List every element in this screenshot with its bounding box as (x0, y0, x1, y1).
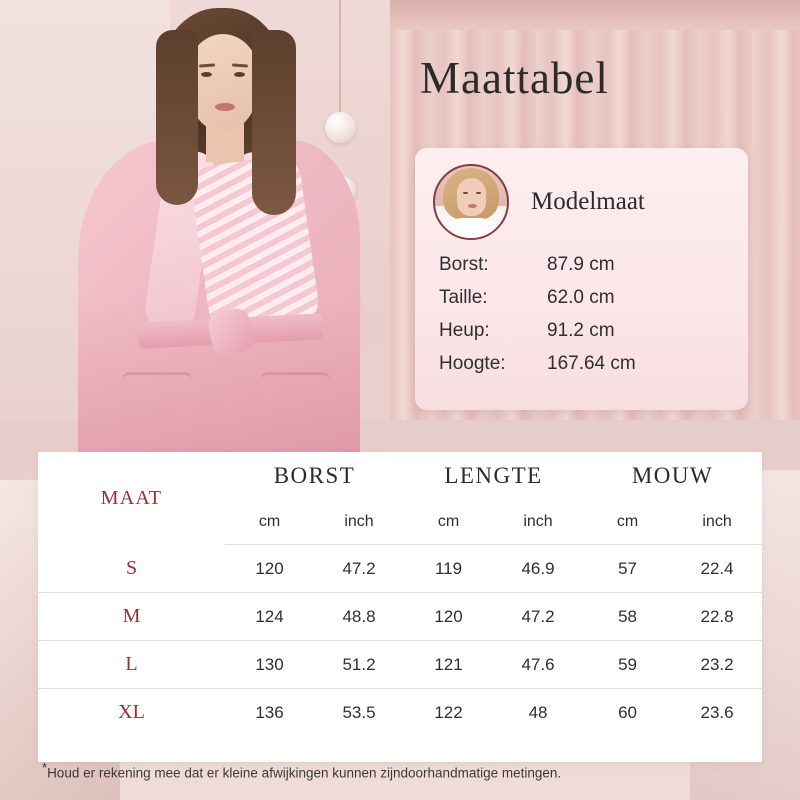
avatar-face (457, 178, 486, 216)
size-column-header: MAAT (100, 486, 163, 509)
table-cell: 130 (225, 641, 314, 689)
robe-pocket (122, 372, 192, 415)
unit-header-cm: cm (404, 500, 493, 545)
table-cell: 47.6 (493, 641, 583, 689)
unit-header-cm: cm (583, 500, 672, 545)
model-hair-strand (156, 30, 198, 205)
measurement-label: Borst: (439, 254, 489, 275)
size-label: L (38, 641, 225, 689)
table-cell: 122 (434, 702, 463, 722)
model-measurement-list (439, 254, 726, 386)
table-cell: 22.4 (672, 545, 762, 593)
table-row (38, 641, 762, 689)
measurement-row (439, 320, 726, 353)
table-cell: 47.2 (314, 545, 404, 593)
model-eye (234, 72, 245, 77)
table-cell: 58 (583, 593, 672, 641)
model-card-title: Modelmaat (531, 188, 645, 215)
table-cell: 136 (255, 702, 284, 722)
measurement-label: Taille: (439, 287, 488, 308)
size-label: M (38, 593, 225, 641)
table-cell: 47.2 (493, 593, 583, 641)
table-cell: 57 (583, 545, 672, 593)
model-lips (215, 103, 235, 111)
table-cell: 53.5 (342, 702, 376, 722)
measurement-label: Heup: (439, 320, 490, 341)
model-card-header (415, 148, 748, 240)
table-cell: 48 (528, 702, 548, 722)
size-table (38, 452, 762, 737)
table-cell: 48.8 (314, 593, 404, 641)
measurement-value: 91.2 cm (547, 320, 615, 341)
unit-header-inch: inch (672, 500, 762, 545)
curtain-rod (390, 0, 800, 30)
table-cell: 23.2 (672, 641, 762, 689)
footnote (42, 760, 762, 781)
robe-pocket (260, 372, 330, 415)
avatar-shoulders (441, 218, 501, 240)
table-row (38, 545, 762, 593)
table-cell: 119 (404, 545, 493, 593)
group-header-borst: BORST (273, 463, 356, 488)
table-cell: 59 (583, 641, 672, 689)
footnote-text: Houd er rekening mee dat er kleine afwijkingen kunnen zijndoorhandmatige metingen. (47, 765, 562, 781)
measurement-row (439, 287, 726, 320)
table-cell: 60 (618, 702, 637, 722)
avatar-lips (468, 204, 477, 208)
unit-header-inch: inch (493, 500, 583, 545)
measurement-row (439, 353, 726, 386)
size-label: S (38, 545, 225, 593)
table-cell: 121 (404, 641, 493, 689)
table-row (38, 689, 762, 737)
table-group-header-row (38, 452, 762, 500)
model-eye (201, 72, 212, 77)
table-cell: 124 (225, 593, 314, 641)
group-header-mouw: MOUW (631, 463, 714, 488)
measurement-value: 87.9 cm (547, 254, 615, 275)
measurement-value: 62.0 cm (547, 287, 615, 308)
table-cell: 120 (404, 593, 493, 641)
model-measurements-card (415, 148, 748, 410)
table-cell: 22.8 (672, 593, 762, 641)
measurement-label: Hoogte: (439, 353, 506, 374)
table-cell: 51.2 (314, 641, 404, 689)
footnote-marker: * (42, 760, 48, 775)
size-table-card (38, 452, 762, 762)
model-photo (60, 0, 360, 460)
table-row (38, 593, 762, 641)
table-cell: 23.6 (700, 702, 734, 722)
group-header-lengte: LENGTE (444, 463, 543, 488)
page-title: Maattabel (420, 53, 609, 103)
unit-header-inch: inch (314, 500, 404, 545)
measurement-row (439, 254, 726, 287)
size-column-header-cell (38, 452, 225, 545)
size-label: XL (118, 701, 145, 724)
model-hair-strand (252, 30, 296, 215)
avatar-eye (463, 192, 468, 194)
table-cell: 120 (225, 545, 314, 593)
unit-header-cm: cm (225, 500, 314, 545)
model-portrait-icon (433, 164, 509, 240)
avatar-eye (476, 192, 481, 194)
table-cell: 46.9 (493, 545, 583, 593)
measurement-value: 167.64 cm (547, 353, 636, 374)
